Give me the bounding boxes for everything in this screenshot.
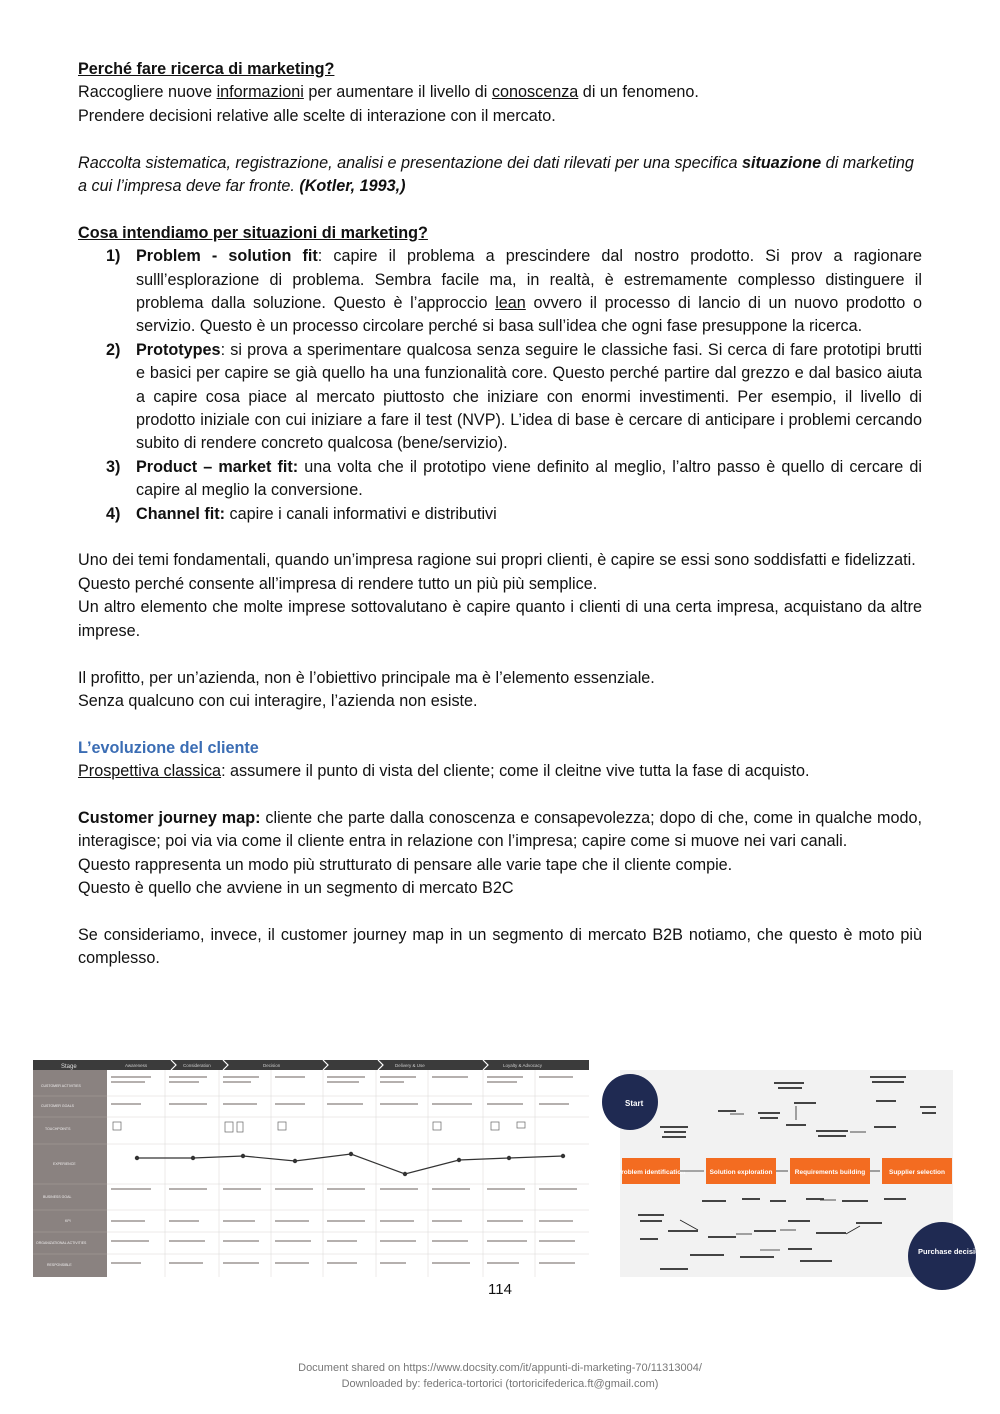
row-label: TOUCHPOINTS (45, 1127, 71, 1131)
footer-shared-link[interactable]: Document shared on https://www.docsity.com/it/appunti-di-marketing-70/11313004/ (298, 1362, 702, 1374)
section-heading-situations: Cosa intendiamo per situazioni di marketing? (78, 223, 428, 242)
document-body (78, 58, 922, 971)
stage-loyalty: Loyalty & Advocacy (503, 1063, 543, 1068)
situations-list (78, 245, 922, 526)
paragraph: Questo perché consente all’impresa di rendere tutto un più più semplice. (78, 574, 598, 593)
phase-problem-identification: Problem identification (616, 1169, 686, 1176)
stage-label: Stage (61, 1064, 77, 1070)
paragraph: Prendere decisioni relative alle scelte di interazione con il mercato. (78, 106, 556, 125)
phase-supplier-selection: Supplier selection (889, 1169, 945, 1176)
paragraph: Prospettiva classica: assumere il punto di vista del cliente; come il cleitne vive tutta la fase di acquisto. (78, 762, 810, 781)
customer-journey-map-image (33, 1060, 589, 1277)
row-label: EXPERIENCE (53, 1162, 76, 1166)
list-item: Prototypes: si prova a sperimentare qualcosa senza seguire le classiche fasi. Si cerca di fare prototipi brutti e basici per capire se già quello ha una funzionalità core. Questo perché partire dal grezzo e dal basico aiuta a capire cosa piace al mercato piuttosto che iniziare con enormi investimenti. Per esempio, il livello di prodotto iniziale con cui iniziare a fare il test (NVP). L’idea di base è cercare di anticipare i problemi cercando subito di rendere concreto qualcosa (bene/servizio). (136, 340, 922, 453)
page-number: 114 (488, 1281, 512, 1298)
b2b-journey-image (616, 1070, 985, 1277)
phase-solution-exploration: Solution exploration (709, 1169, 773, 1176)
section-heading-why: Perché fare ricerca di marketing? (78, 60, 335, 78)
stage-delivery: Delivery & Use (395, 1063, 425, 1068)
row-label: ORGANIZATIONAL ACTIVITIES (36, 1241, 87, 1245)
footer-downloaded-by: Downloaded by: federica-tortorici (tortoricifederica.ft@gmail.com) (341, 1378, 659, 1390)
section-heading-evolution: L’evoluzione del cliente (78, 738, 259, 757)
paragraph: Se consideriamo, invece, il customer journey map in un segmento di mercato B2B notiamo, che questo è moto più complesso. (78, 925, 922, 968)
list-item: Problem - solution fit: capire il problema a prescindere dal nostro prodotto. Si prov a ragionare sulll’esplorazione di problema. Sembra facile ma, in realtà, è estremamente complesso distinguere il problema dalla soluzione. Questo è l’approccio lean ovvero il processo di lancio di un nuovo prodotto o servizio. Questo è un processo circolare perché si basa sull’idea che ogni fase presuppone la ricerca. (136, 247, 922, 336)
list-item: Product – market fit: una volta che il prototipo viene definito al meglio, l’altro passo è quello di cercare di capire al meglio la conversione. (136, 457, 922, 500)
paragraph: Un altro elemento che molte imprese sottovalutano è capire quanto i clienti di una certa impresa, acquistano da altre imprese. (78, 598, 922, 640)
row-label: RESPONSIBLE (47, 1263, 72, 1267)
paragraph: Customer journey map: cliente che parte dalla conoscenza e consapevolezza; dopo di che, come in qualche modo, interagisce; poi via via come il cliente entra in relazione con l’impresa; capire come si muove nei vari canali. (78, 808, 922, 851)
paragraph: Questo rappresenta un modo più strutturato di pensare alle varie tape che il cliente compie. (78, 855, 733, 874)
stage-awareness: Awareness (125, 1063, 148, 1068)
start-label: Start (625, 1099, 644, 1108)
phase-requirements-building: Requirements building (794, 1169, 866, 1176)
paragraph: Uno dei temi fondamentali, quando un’impresa ragione sui propri clienti, è capire se essi sono soddisfatti e fidelizzati. (78, 551, 916, 570)
row-label: BUSINESS GOAL (43, 1195, 72, 1199)
quote: Raccolta sistematica, registrazione, analisi e presentazione dei dati rilevati per una specifica situazione di marketing a cui l’impresa deve far fronte. (Kotler, 1993,) (78, 153, 914, 196)
row-label: CUSTOMER ACTIVITIES (41, 1084, 81, 1088)
stage-decision: Decision (263, 1063, 281, 1068)
list-item: Channel fit: capire i canali informativi e distributivi (136, 504, 497, 523)
stage-consideration: Consideration (183, 1063, 211, 1068)
paragraph: Questo è quello che avviene in un segmento di mercato B2C (78, 879, 514, 898)
paragraph: Il profitto, per un’azienda, non è l’obiettivo principale ma è l’elemento essenziale. (78, 668, 655, 687)
row-label: CUSTOMER GOALS (41, 1104, 74, 1108)
purchase-decision-label: Purchase decision (918, 1247, 985, 1256)
paragraph: Senza qualcuno con cui interagire, l’azienda non esiste. (78, 691, 478, 710)
row-label: KPI (65, 1219, 71, 1223)
paragraph: Raccogliere nuove informazioni per aumentare il livello di conoscenza di un fenomeno. (78, 83, 699, 102)
